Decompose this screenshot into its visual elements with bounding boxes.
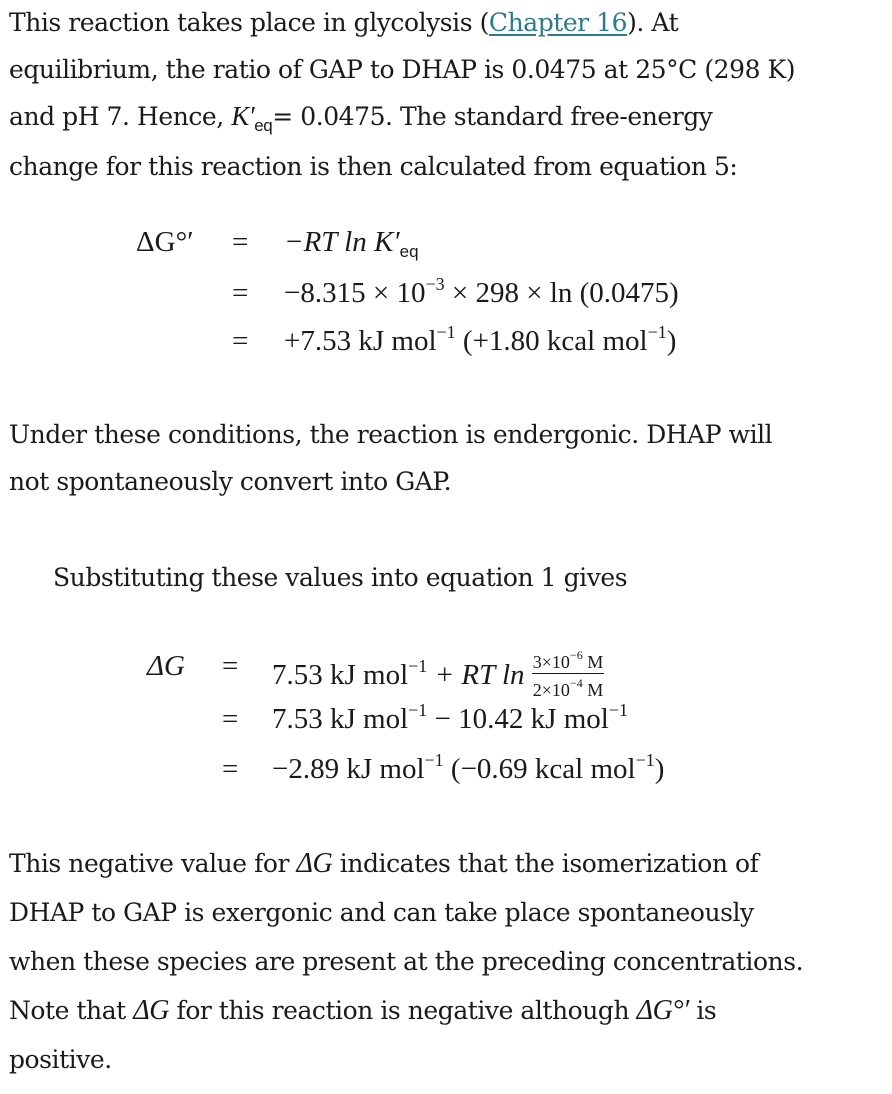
text: Under these conditions, the reaction is endergonic. DHAP will <box>9 420 773 449</box>
denominator-unit: M <box>582 680 604 700</box>
fraction-numerator <box>532 646 604 674</box>
equation-text: ) <box>654 753 665 785</box>
equation-row <box>272 650 604 705</box>
concentration-fraction <box>532 646 604 701</box>
text: change for this reaction is then calculated from equation 5: <box>9 152 738 181</box>
equation-text: − 10.42 kJ mol <box>427 703 609 735</box>
text: indicates that the isomerization of <box>332 849 759 878</box>
equation-row <box>284 226 419 259</box>
text: and pH 7. Hence, <box>9 102 232 131</box>
equals-sign: = <box>232 277 249 309</box>
equation-text: 7.53 kJ mol <box>272 659 409 692</box>
exponent: −1 <box>424 750 444 770</box>
equals-sign: = <box>222 703 239 735</box>
equation-lhs <box>136 226 194 259</box>
fraction-denominator <box>532 674 604 701</box>
numerator-exponent: −6 <box>569 648 583 662</box>
equation-row <box>232 325 248 358</box>
equation-text: + RT ln <box>427 659 532 692</box>
equation-row <box>232 226 248 259</box>
paragraph-endergonic <box>9 411 884 505</box>
equation-text: +7.53 kJ mol <box>284 325 437 357</box>
text: = 0.0475. The standard free-energy <box>272 102 713 131</box>
text: is <box>688 996 717 1025</box>
equation-row <box>222 753 238 786</box>
exponent: −3 <box>425 274 445 294</box>
delta-g: ΔG <box>147 650 185 682</box>
equation-text: −RT ln K′ <box>284 226 400 258</box>
text: for this reaction is negative although <box>169 996 637 1025</box>
text: equilibrium, the ratio of GAP to DHAP is 0.0475 at 25°C (298 K) <box>9 55 796 84</box>
equation-text: (+1.80 kcal mol <box>455 325 648 357</box>
equation-text: −8.315 × 10 <box>284 277 426 309</box>
paragraph-intro <box>9 0 884 190</box>
text: This negative value for <box>9 849 297 878</box>
delta-g-symbol: ΔG <box>296 848 333 879</box>
exponent: −1 <box>635 750 655 770</box>
k-subscript: eq <box>254 116 273 135</box>
paragraph-exergonic <box>9 839 884 1084</box>
equals-sign: = <box>222 753 239 785</box>
equation-lhs <box>147 650 185 683</box>
exponent: −1 <box>408 656 428 677</box>
delta-g-symbol: ΔG <box>133 995 170 1026</box>
exponent: −1 <box>408 700 428 720</box>
equals-sign: = <box>222 650 239 682</box>
equation-subscript: eq <box>399 242 419 261</box>
equals-sign: = <box>232 325 249 357</box>
equation-text: ) <box>666 325 677 357</box>
equation-text: 7.53 kJ mol <box>272 703 409 735</box>
numerator-text: 3×10 <box>532 652 570 672</box>
paragraph-substituting <box>53 554 853 601</box>
delta-g-standard: ΔG°′ <box>136 226 194 258</box>
denominator-text: 2×10 <box>532 680 570 700</box>
equation-row <box>232 277 248 310</box>
equals-sign: = <box>232 226 249 258</box>
exponent: −1 <box>436 322 456 342</box>
delta-g-standard-symbol: ΔG°′ <box>636 995 689 1026</box>
equation-row <box>284 322 677 358</box>
k-symbol: K′ <box>231 101 255 131</box>
text: ). At <box>627 8 679 37</box>
exponent: −1 <box>647 322 667 342</box>
exponent: −1 <box>608 700 628 720</box>
equation-row <box>272 750 665 786</box>
numerator-unit: M <box>582 652 604 672</box>
text: when these species are present at the preceding concentrations. <box>9 947 804 976</box>
denominator-exponent: −4 <box>569 676 583 690</box>
equation-row <box>222 703 238 736</box>
equation-row <box>222 650 238 683</box>
text: Note that <box>9 996 134 1025</box>
text: positive. <box>9 1045 112 1074</box>
text: Substituting these values into equation 1 gives <box>53 563 628 592</box>
equation-row <box>284 274 679 310</box>
chapter-link[interactable]: Chapter 16 <box>488 8 628 37</box>
text: not spontaneously convert into GAP. <box>9 467 452 496</box>
equation-text: (−0.69 kcal mol <box>443 753 636 785</box>
equation-text: × 298 × ln (0.0475) <box>444 277 679 309</box>
equation-text: −2.89 kJ mol <box>272 753 425 785</box>
equation-row <box>272 700 628 736</box>
text: DHAP to GAP is exergonic and can take place spontaneously <box>9 898 754 927</box>
text: This reaction takes place in glycolysis ( <box>9 8 489 37</box>
